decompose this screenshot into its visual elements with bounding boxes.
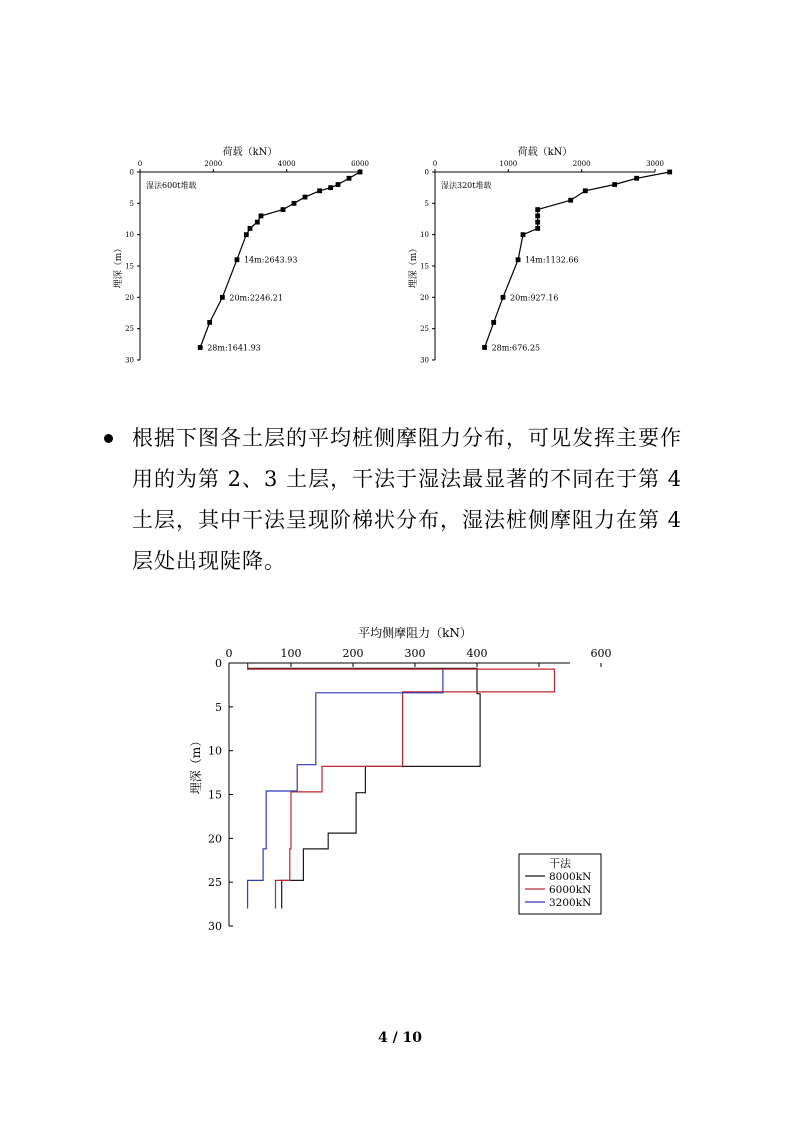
y-tick-label: 30 [208, 920, 222, 933]
y-axis-label: 埋深（m） [409, 243, 419, 289]
y-tick-label: 25 [420, 325, 429, 334]
data-label: 28m:676.25 [491, 343, 541, 353]
data-point [535, 226, 540, 231]
data-point [535, 207, 540, 212]
y-tick-label: 5 [215, 700, 222, 714]
y-tick-label: 25 [125, 325, 134, 334]
x-tick-label: 2000 [572, 160, 591, 168]
chart-title: 荷载（kN） [222, 147, 278, 158]
y-tick-label: 0 [424, 168, 429, 177]
legend-title: 干法 [549, 857, 571, 870]
x-tick-label: 2000 [204, 160, 223, 168]
y-tick-label: 30 [125, 356, 134, 365]
y-tick-label: 5 [424, 199, 429, 208]
data-label: 14m:2643.93 [243, 255, 298, 265]
data-label: 20m:2246.21 [229, 293, 283, 303]
y-tick-label: 20 [125, 293, 134, 302]
legend-item: 8000kN [549, 871, 592, 883]
data-point [281, 207, 286, 212]
series-line [248, 663, 481, 909]
data-point [244, 232, 249, 237]
data-point [328, 185, 333, 190]
data-point [612, 182, 617, 187]
data-label: 28m:1641.93 [207, 343, 261, 353]
data-point [336, 182, 341, 187]
data-point [317, 188, 322, 193]
data-point [220, 295, 225, 300]
data-point [583, 188, 588, 193]
chart-title: 平均侧摩阻力（kN） [358, 626, 472, 640]
legend-item: 6000kN [549, 884, 592, 896]
y-axis-label: 埋深（m） [114, 243, 124, 289]
y-tick-label: 10 [420, 231, 429, 240]
data-point [516, 257, 521, 262]
data-point [568, 198, 573, 203]
wet-320t-load-chart [395, 140, 685, 380]
x-tick-label: 300 [404, 647, 426, 660]
series-line [248, 669, 443, 908]
x-tick-label: 4000 [277, 160, 296, 168]
y-tick-label: 0 [129, 168, 134, 177]
data-point [292, 201, 297, 206]
data-point [207, 320, 212, 325]
y-tick-label: 20 [420, 293, 429, 302]
data-point [667, 170, 672, 175]
data-point [358, 170, 363, 175]
data-point [259, 213, 264, 218]
data-point [535, 220, 540, 225]
x-tick-label: 600 [590, 647, 612, 660]
dry-friction-chart [170, 620, 630, 950]
data-point [255, 220, 260, 225]
y-tick-label: 10 [208, 744, 222, 758]
data-label: 14m:1132.66 [525, 255, 579, 265]
data-point [482, 345, 487, 350]
data-point [634, 176, 639, 181]
wet-600t-load-chart [100, 140, 390, 380]
x-tick-label: 1000 [499, 160, 518, 168]
y-tick-label: 5 [129, 199, 134, 208]
x-tick-label: 0 [432, 160, 438, 168]
x-tick-label: 3000 [646, 160, 664, 168]
y-tick-label: 25 [208, 876, 222, 890]
y-axis-label: 埋深（m） [189, 734, 203, 795]
legend-item: 3200kN [549, 897, 592, 909]
y-tick-label: 15 [420, 262, 429, 271]
chart-title: 荷载（kN） [517, 147, 573, 158]
bullet-icon [104, 434, 113, 443]
data-point [491, 320, 496, 325]
x-tick-label: 0 [137, 160, 143, 168]
paragraph-text: 根据下图各土层的平均桩侧摩阻力分布，可见发挥主要作用的为第 2、3 土层，干法于湿法最显著的不同在于第 4 土层，其中干法呈现阶梯状分布，湿法桩侧摩阻力在第 4 层处出现陡降。 [132, 426, 683, 573]
data-point [235, 257, 240, 262]
y-tick-label: 30 [420, 356, 429, 365]
x-tick-label: 0 [225, 647, 233, 660]
x-tick-label: 400 [466, 647, 488, 660]
data-point [501, 295, 506, 300]
y-tick-label: 15 [125, 262, 134, 271]
data-point [198, 345, 203, 350]
x-tick-label: 200 [342, 647, 364, 660]
data-point [347, 176, 352, 181]
legend-label: 湿法600t堆载 [146, 181, 197, 190]
data-point [535, 213, 540, 218]
page-number: 4 / 10 [377, 1030, 423, 1046]
data-label: 20m:927.16 [509, 293, 559, 303]
y-tick-label: 10 [125, 231, 134, 240]
x-tick-label: 100 [280, 647, 302, 660]
x-tick-label: 6000 [351, 160, 369, 168]
y-tick-label: 20 [208, 832, 222, 846]
series-line [248, 664, 555, 909]
legend-label: 湿法320t堆载 [441, 181, 492, 190]
data-point [248, 226, 253, 231]
y-tick-label: 0 [215, 657, 222, 670]
data-point [303, 195, 308, 200]
data-point [521, 232, 526, 237]
y-tick-label: 15 [208, 788, 222, 802]
